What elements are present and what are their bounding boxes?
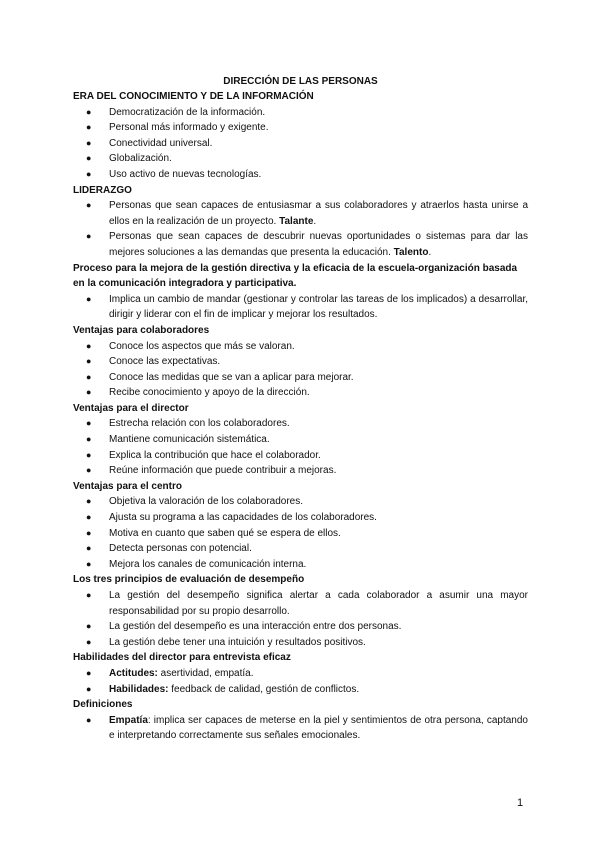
bullet-list xyxy=(73,105,528,183)
bullet-icon: ● xyxy=(86,418,92,429)
list-item xyxy=(73,526,528,542)
list-item xyxy=(73,292,528,323)
item-text: Mantiene comunicación sistemática. xyxy=(109,434,270,446)
bullet-icon: ● xyxy=(86,122,92,133)
list-item xyxy=(73,105,528,121)
item-text: Conoce las medidas que se van a aplicar para mejorar. xyxy=(109,371,354,383)
list-item xyxy=(73,635,528,651)
list-item xyxy=(73,448,528,464)
section-heading: Definiciones xyxy=(73,699,133,711)
item-text: Conectividad universal. xyxy=(109,137,213,149)
bullet-list xyxy=(73,494,528,572)
item-text: Motiva en cuanto que saben qué se espera de ellos. xyxy=(109,527,341,539)
list-item xyxy=(73,354,528,370)
list-item xyxy=(73,682,528,698)
bullet-icon: ● xyxy=(86,465,92,476)
bullet-icon: ● xyxy=(86,231,92,242)
bullet-icon: ● xyxy=(86,496,92,507)
item-suffix: . xyxy=(313,215,317,227)
bullet-icon: ● xyxy=(86,168,92,179)
item-bold-term: Talante xyxy=(279,215,314,227)
item-text: Explica la contribución que hace el colaborador. xyxy=(109,449,321,461)
bullet-list xyxy=(73,339,528,401)
list-item xyxy=(73,151,528,167)
list-item xyxy=(73,416,528,432)
list-item xyxy=(73,198,528,229)
section-heading: Habilidades del director para entrevista eficaz xyxy=(73,652,291,664)
list-item xyxy=(73,229,528,260)
document-content xyxy=(73,74,528,744)
bullet-icon: ● xyxy=(86,137,92,148)
item-text: : implica ser capaces de meterse en la piel y sentimientos de otra persona, captando e interpretando correctamente sus señales emocionales. xyxy=(109,714,528,742)
item-text: Conoce los aspectos que más se valoran. xyxy=(109,340,295,352)
item-text: Reúne información que puede contribuir a mejoras. xyxy=(109,465,337,477)
section-heading: Ventajas para el director xyxy=(73,402,189,414)
list-item xyxy=(73,120,528,136)
list-item xyxy=(73,463,528,479)
list-item xyxy=(73,385,528,401)
list-item xyxy=(73,167,528,183)
item-lead-term: Habilidades: xyxy=(109,683,169,695)
item-suffix: . xyxy=(428,246,432,258)
item-text: Personal más informado y exigente. xyxy=(109,122,269,134)
bullet-icon: ● xyxy=(86,449,92,460)
bullet-list xyxy=(73,666,528,697)
item-lead-term: Actitudes: xyxy=(109,667,158,679)
section-heading: Ventajas para colaboradores xyxy=(73,324,210,336)
item-text: Detecta personas con potencial. xyxy=(109,543,252,555)
list-item xyxy=(73,541,528,557)
bullet-icon: ● xyxy=(86,340,92,351)
list-item xyxy=(73,510,528,526)
item-text: Personas que sean capaces de descubrir nuevas oportunidades o sistemas para dar las mejores soluciones a las demandas que presenta la educación. xyxy=(109,231,528,258)
item-text: Estrecha relación con los colaboradores. xyxy=(109,418,290,430)
item-text: La gestión debe tener una intuición y resultados positivos. xyxy=(109,636,366,648)
section-heading: LIDERAZGO xyxy=(73,184,132,196)
bullet-icon: ● xyxy=(86,621,92,632)
item-bold-term: Talento xyxy=(393,246,429,258)
item-text: Implica un cambio de mandar (gestionar y controlar las tareas de los implicados) a desarrollar, dirigir y liderar con el fin de implicar y mejorar los resultados. xyxy=(109,293,528,321)
bullet-icon: ● xyxy=(86,512,92,523)
bullet-icon: ● xyxy=(86,543,92,554)
bullet-list xyxy=(73,416,528,478)
list-item xyxy=(73,666,528,682)
sections-container xyxy=(73,89,528,744)
list-item xyxy=(73,588,528,619)
list-item xyxy=(73,370,528,386)
section-heading: Los tres principios de evaluación de desempeño xyxy=(73,574,305,586)
bullet-icon: ● xyxy=(86,434,92,445)
bullet-icon: ● xyxy=(86,153,92,164)
list-item xyxy=(73,432,528,448)
list-item xyxy=(73,557,528,573)
item-text: Conoce las expectativas. xyxy=(109,356,221,368)
item-text: Ajusta su programa a las capacidades de los colaboradores. xyxy=(109,512,377,524)
document-title: DIRECCIÓN DE LAS PERSONAS xyxy=(223,76,378,87)
item-text: Mejora los canales de comunicación interna. xyxy=(109,558,307,570)
bullet-icon: ● xyxy=(86,667,92,678)
item-text: Uso activo de nuevas tecnologías. xyxy=(109,168,262,180)
bullet-list xyxy=(73,713,528,744)
bullet-icon: ● xyxy=(86,590,92,600)
item-lead-term: Empatía xyxy=(109,714,148,726)
list-item xyxy=(73,339,528,355)
item-text: asertividad, empatía. xyxy=(157,667,254,679)
bullet-icon: ● xyxy=(86,683,92,694)
item-text: Democratización de la información. xyxy=(109,106,266,118)
bullet-icon: ● xyxy=(86,293,92,304)
item-text: Recibe conocimiento y apoyo de la dirección. xyxy=(109,387,310,399)
bullet-list xyxy=(73,198,528,260)
item-text: feedback de calidad, gestión de conflictos. xyxy=(168,683,360,695)
item-text: Globalización. xyxy=(109,153,172,165)
bullet-icon: ● xyxy=(86,527,92,538)
section-heading: ERA DEL CONOCIMIENTO Y DE LA INFORMACIÓN xyxy=(73,91,314,102)
bullet-icon: ● xyxy=(86,558,92,569)
bullet-icon: ● xyxy=(86,356,92,367)
page-number: 1 xyxy=(517,797,524,809)
item-text: Personas que sean capaces de entusiasmar a sus colaboradores y atraerlos hasta unirse a ellos en la realización de un proyecto. xyxy=(109,200,528,227)
bullet-icon: ● xyxy=(86,714,92,725)
bullet-icon: ● xyxy=(86,200,92,211)
list-item xyxy=(73,619,528,635)
item-text: Objetiva la valoración de los colaboradores. xyxy=(109,496,303,508)
bullet-icon: ● xyxy=(86,106,92,117)
bullet-list xyxy=(73,588,528,650)
list-item xyxy=(73,494,528,510)
section-heading: Proceso para la mejora de la gestión directiva y la eficacia de la escuela-organización basada en la comunicación integradora y participativa. xyxy=(73,262,518,290)
bullet-icon: ● xyxy=(86,371,92,382)
bullet-list xyxy=(73,292,528,323)
bullet-icon: ● xyxy=(86,636,92,647)
bullet-icon: ● xyxy=(86,387,92,398)
section-heading: Ventajas para el centro xyxy=(73,480,182,492)
item-text: La gestión del desempeño es una interacción entre dos personas. xyxy=(109,621,402,633)
list-item xyxy=(73,136,528,152)
item-text: La gestión del desempeño significa alertar a cada colaborador a asumir una mayor responsabilidad por su propio desarrollo. xyxy=(109,590,528,617)
list-item xyxy=(73,713,528,744)
